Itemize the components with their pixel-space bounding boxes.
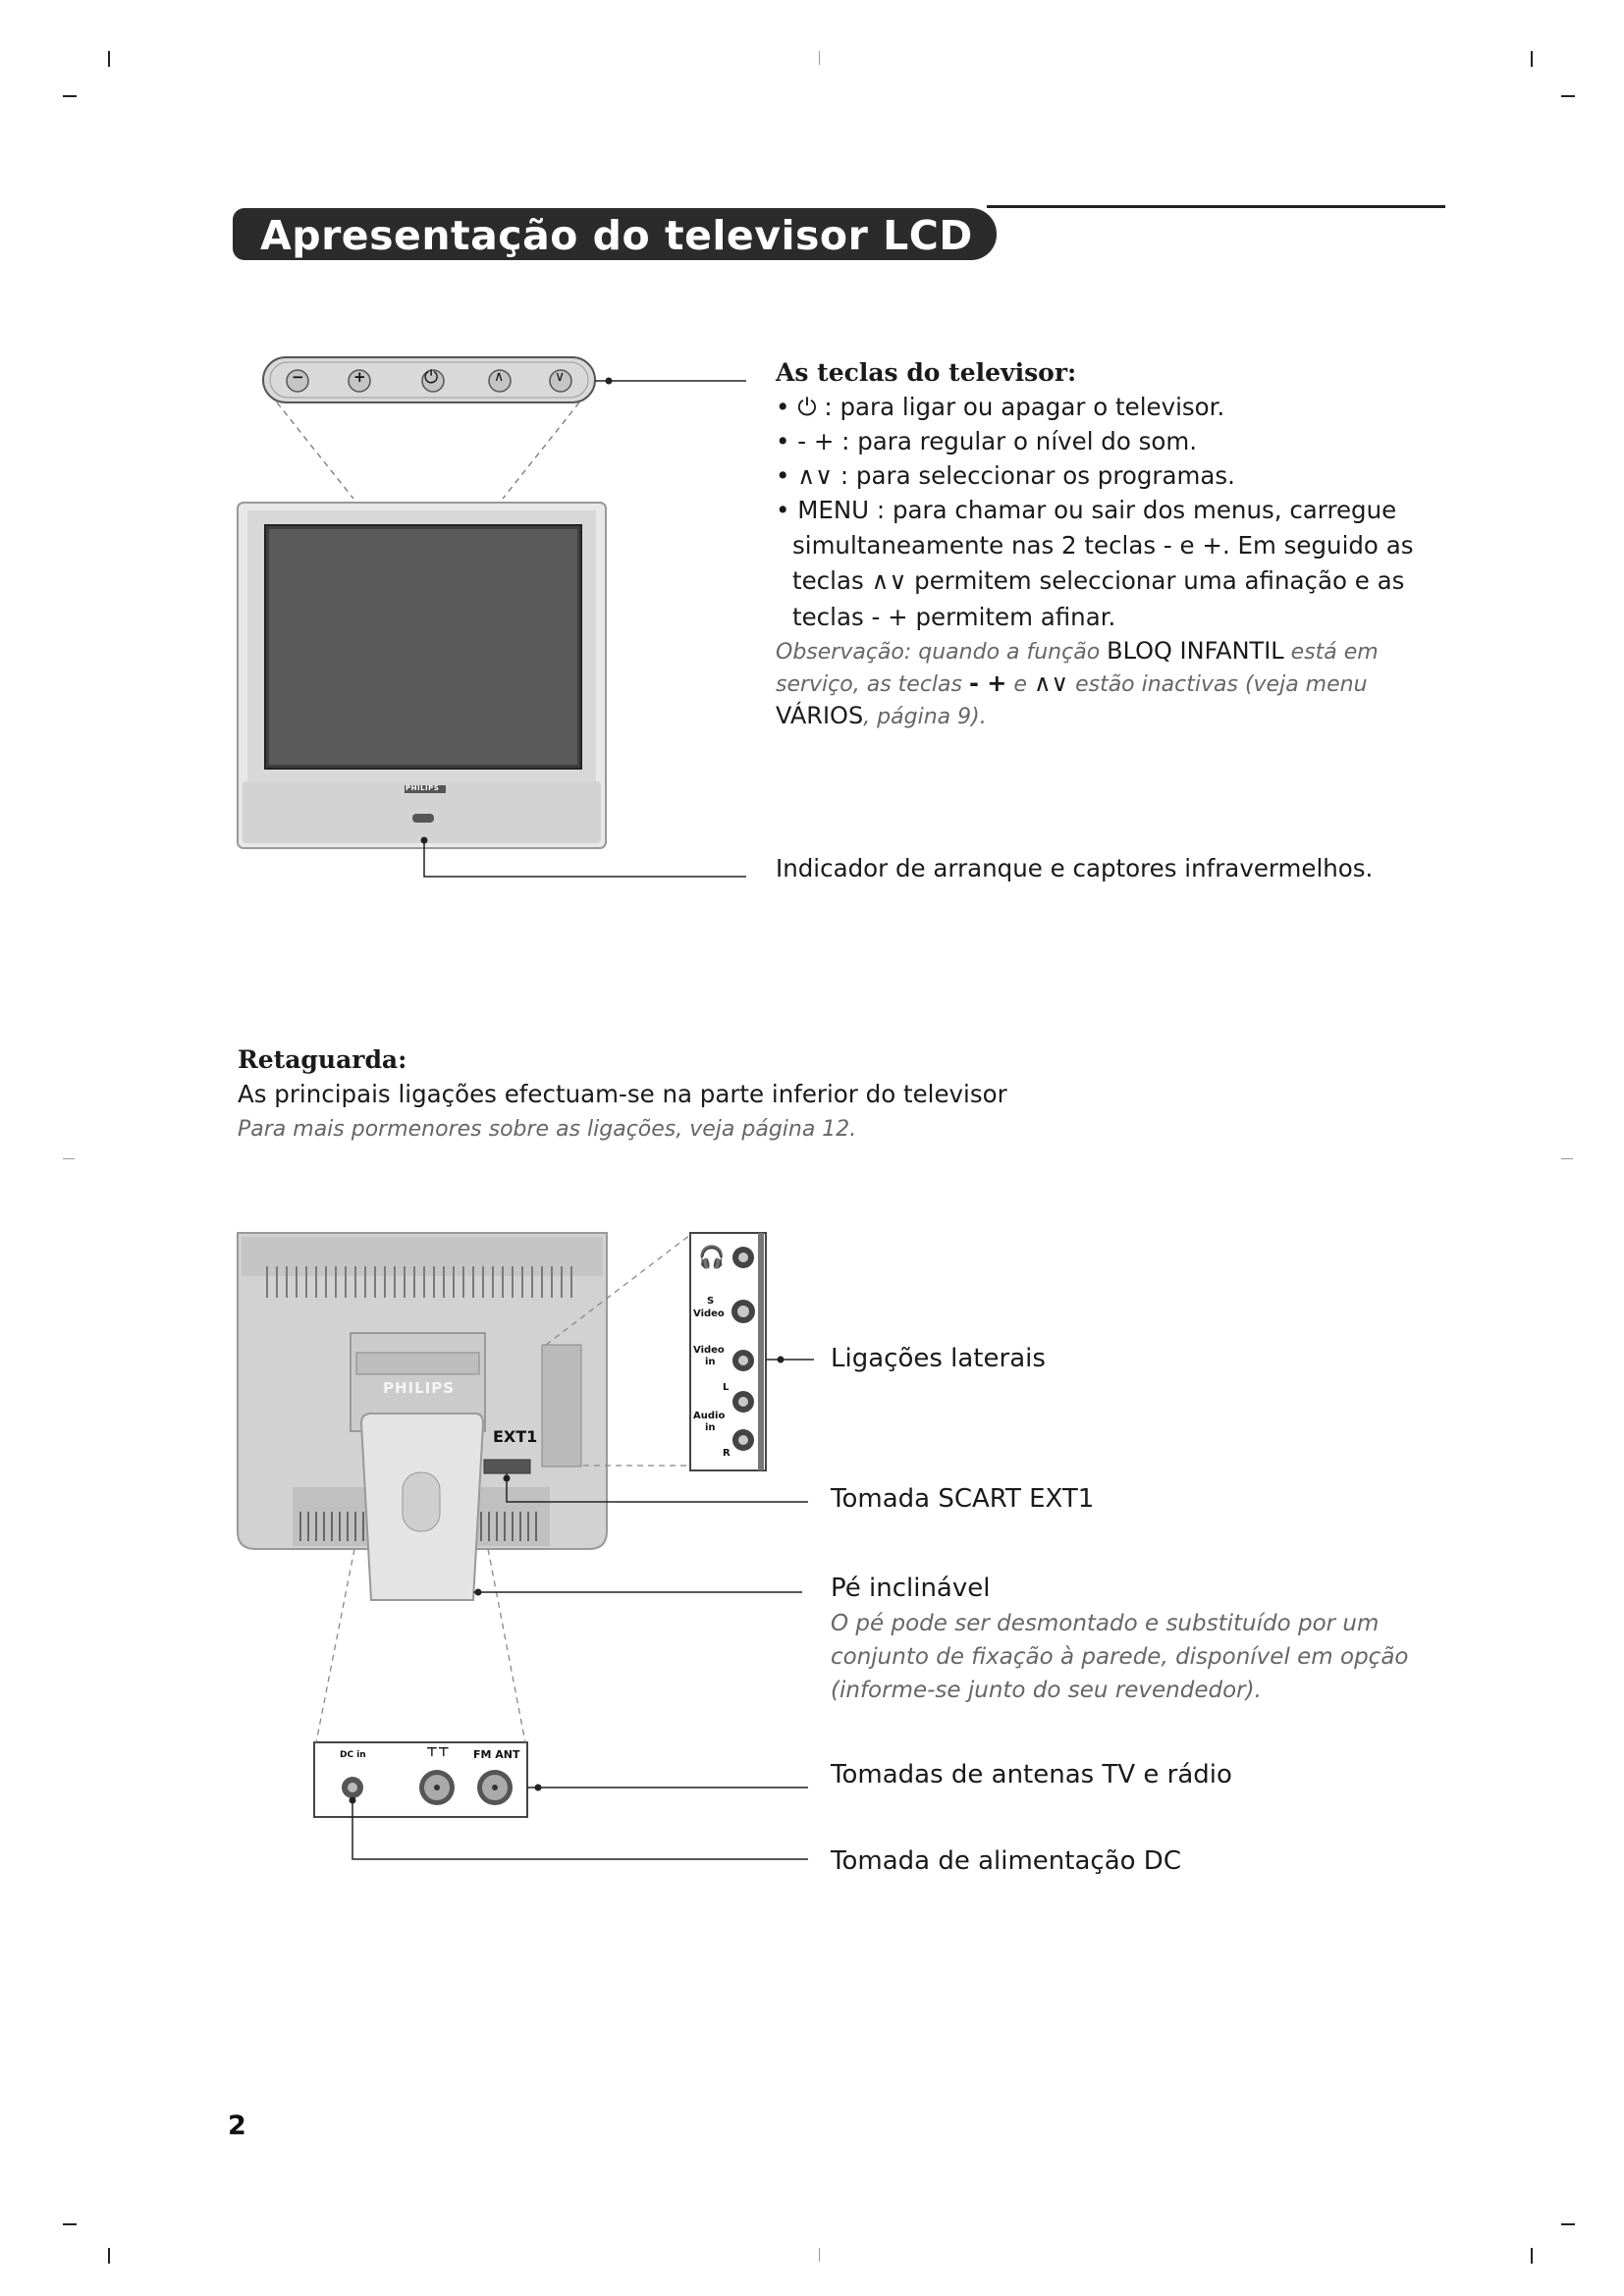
audio-in-label: Audio xyxy=(693,1411,726,1421)
note-text: está em xyxy=(1283,640,1379,665)
power-icon: ⏻ xyxy=(424,367,439,388)
foot-note-line: conjunto de fixação à parede, disponível em opção xyxy=(831,1644,1409,1670)
audio-in-label: in xyxy=(705,1422,716,1433)
minus-button: − xyxy=(292,368,304,386)
page-number: 2 xyxy=(228,2110,246,2141)
ext1-label: EXT1 xyxy=(493,1427,538,1446)
fm-ant-label: FM ANT xyxy=(473,1748,520,1761)
foot-note-line: O pé pode ser desmontado e substituído por um xyxy=(831,1611,1380,1636)
note-text: , página 9). xyxy=(863,705,987,729)
note-text: serviço, as teclas xyxy=(776,672,969,697)
back-logo: PHILIPS xyxy=(383,1379,456,1397)
callout-lateral: Ligações laterais xyxy=(831,1344,1046,1373)
keys-item: simultaneamente nas 2 teclas - e +. Em seguido as xyxy=(792,531,1414,560)
foot-note-line: (informe-se junto do seu revendedor). xyxy=(831,1678,1262,1703)
note-text: e xyxy=(1006,672,1034,697)
keys-item: • MENU : para chamar ou sair dos menus, carregue xyxy=(776,496,1397,524)
video-in-label: in xyxy=(705,1357,716,1367)
keys-item: • - + : para regular o nível do som. xyxy=(776,427,1198,455)
audio-r-label: R xyxy=(723,1448,731,1459)
plus-button: + xyxy=(353,368,366,386)
video-in-label: Video xyxy=(693,1345,725,1356)
keys-item: • ⏻ : para ligar ou apagar o televisor. xyxy=(776,393,1225,421)
note-strong: BLOQ INFANTIL xyxy=(1107,637,1284,665)
keys-item: • ∧∨ : para seleccionar os programas. xyxy=(776,461,1235,490)
indicator-label: Indicador de arranque e captores infravermelhos. xyxy=(776,854,1374,882)
keys-item: teclas ∧∨ permitem seleccionar uma afinação e as xyxy=(792,566,1405,595)
keys-heading: As teclas do televisor: xyxy=(776,358,1077,387)
keys-item: teclas - + permitem afinar. xyxy=(792,603,1116,631)
note-strong: - + xyxy=(968,669,1007,697)
page-title: Apresentação do televisor LCD xyxy=(260,212,973,259)
note-text: Observação: quando a função xyxy=(776,640,1108,665)
antenna-icon: ⊤⊤ xyxy=(426,1745,450,1760)
front-logo: PHILIPS xyxy=(406,784,440,792)
s-video-label: Video xyxy=(693,1308,725,1319)
callout-scart: Tomada SCART EXT1 xyxy=(831,1484,1095,1514)
callout-dc: Tomada de alimentação DC xyxy=(831,1846,1181,1876)
callout-antenna: Tomadas de antenas TV e rádio xyxy=(831,1760,1232,1789)
note-strong: VÁRIOS xyxy=(776,702,864,729)
back-intro: As principais ligações efectuam-se na parte inferior do televisor xyxy=(238,1080,1007,1108)
dc-in-label: DC in xyxy=(340,1750,366,1760)
chevron-down-icon: ∨ xyxy=(555,369,566,385)
s-video-label: S xyxy=(707,1296,715,1307)
chevron-up-icon: ∧ xyxy=(494,369,505,385)
back-note: Para mais pormenores sobre as ligações, veja página 12. xyxy=(238,1117,857,1142)
callout-foot: Pé inclinável xyxy=(831,1574,991,1603)
headphone-icon: 🎧 xyxy=(698,1246,726,1270)
back-heading: Retaguarda: xyxy=(238,1045,407,1074)
note-text: estão inactivas (veja menu xyxy=(1068,672,1368,697)
audio-l-label: L xyxy=(723,1382,730,1393)
note-strong: ∧∨ xyxy=(1033,669,1069,697)
